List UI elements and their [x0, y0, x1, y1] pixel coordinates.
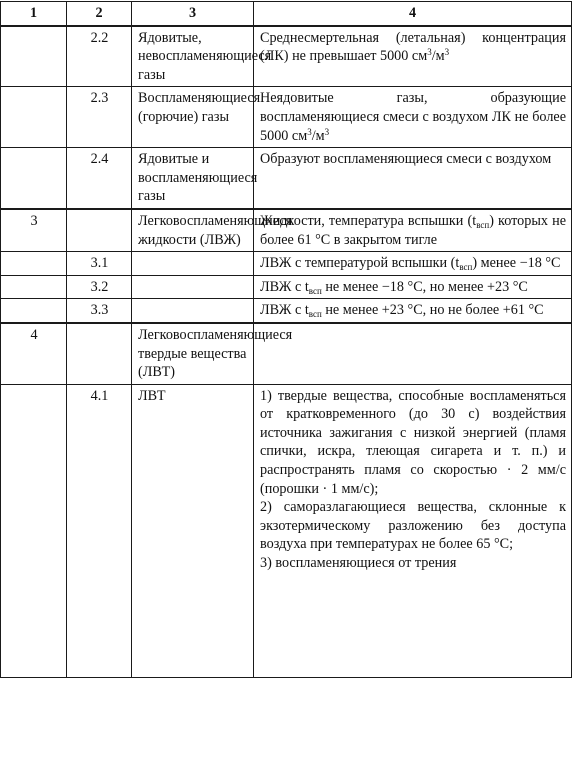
table-row	[1, 323, 572, 384]
cell-description: ЛВЖ с $t_{всп}$ не менее +23 °С, но не более +61 °С	[254, 299, 572, 323]
cell-class	[1, 252, 67, 276]
cell-subclass: 3.2	[67, 275, 132, 299]
cell-name: Легковоспламеняющиеся жидкости (ЛВЖ)	[132, 209, 254, 252]
table-row	[1, 299, 572, 323]
cell-subclass	[67, 209, 132, 252]
cell-subclass: 2.3	[67, 87, 132, 148]
table-row	[1, 275, 572, 299]
cell-description: Образуют воспламеняющиеся смеси с воздухом	[254, 148, 572, 209]
cell-description	[254, 323, 572, 384]
cell-name: ЛВТ	[132, 384, 254, 677]
cell-description: ЛВЖ с $t_{всп}$ не менее −18 °С, но менее +23 °С	[254, 275, 572, 299]
header-col-1: 1	[1, 2, 67, 26]
header-col-3: 3	[132, 2, 254, 26]
cell-class	[1, 148, 67, 209]
table-row	[1, 252, 572, 276]
cell-description: ЛВЖ с температурой вспышки $(t_{всп})$ менее −18 °С	[254, 252, 572, 276]
cell-subclass: 4.1	[67, 384, 132, 677]
table-row	[1, 26, 572, 87]
cell-name: Легковоспламеняющиеся твердые вещества (ЛВТ)	[132, 323, 254, 384]
cell-class	[1, 26, 67, 87]
cell-name	[132, 252, 254, 276]
cell-subclass	[67, 323, 132, 384]
cell-description: Неядовитые газы, образующие воспламеняющиеся смеси с воздухом ЛК не более 5000 $см^3/м^3$	[254, 87, 572, 148]
cell-subclass: 3.1	[67, 252, 132, 276]
description-item-3: 3) воспламеняющиеся от трения	[260, 555, 457, 572]
cell-subclass: 2.2	[67, 26, 132, 87]
cell-class	[1, 384, 67, 677]
table-header-row	[1, 2, 572, 26]
table-row	[1, 209, 572, 252]
cell-name: Воспламеняющиеся (горючие) газы	[132, 87, 254, 148]
cell-description	[254, 384, 572, 677]
table-row	[1, 148, 572, 209]
cell-name: Ядовитые, невоспламеняющиеся газы	[132, 26, 254, 87]
cell-subclass: 3.3	[67, 299, 132, 323]
header-col-4: 4	[254, 2, 572, 26]
cell-description: Жидкости, температура вспышки $(t_{всп})$ которых не более 61 °С в закрытом тигле	[254, 209, 572, 252]
cell-class	[1, 299, 67, 323]
cell-name: Ядовитые и воспламеняющиеся газы	[132, 148, 254, 209]
table-row	[1, 87, 572, 148]
cell-class	[1, 275, 67, 299]
description-item-2: 2) саморазлагающиеся вещества, склонные к экзотермическому разложению без доступа воздуха при температурах не более 65 °С;	[260, 499, 566, 553]
table-row	[1, 384, 572, 677]
cell-name	[132, 299, 254, 323]
cell-class: 3	[1, 209, 67, 252]
cell-name	[132, 275, 254, 299]
cell-class: 4	[1, 323, 67, 384]
cell-description: Среднесмертельная (летальная) концентрация (ЛК) не превышает 5000 $см^3/м^3$	[254, 26, 572, 87]
header-col-2: 2	[67, 2, 132, 26]
cell-subclass: 2.4	[67, 148, 132, 209]
description-item-1: 1) твердые вещества, способные воспламеняться от кратковременного (до 30 с) воздействия источника зажигания с низкой энергией (пламя спички, искра, тлеющая сигарета и т. п.) и распространять пламя со скоростью · 2 мм/с (порошки · 1 мм/с);	[260, 387, 566, 497]
hazard-classification-table	[0, 1, 572, 678]
cell-class	[1, 87, 67, 148]
